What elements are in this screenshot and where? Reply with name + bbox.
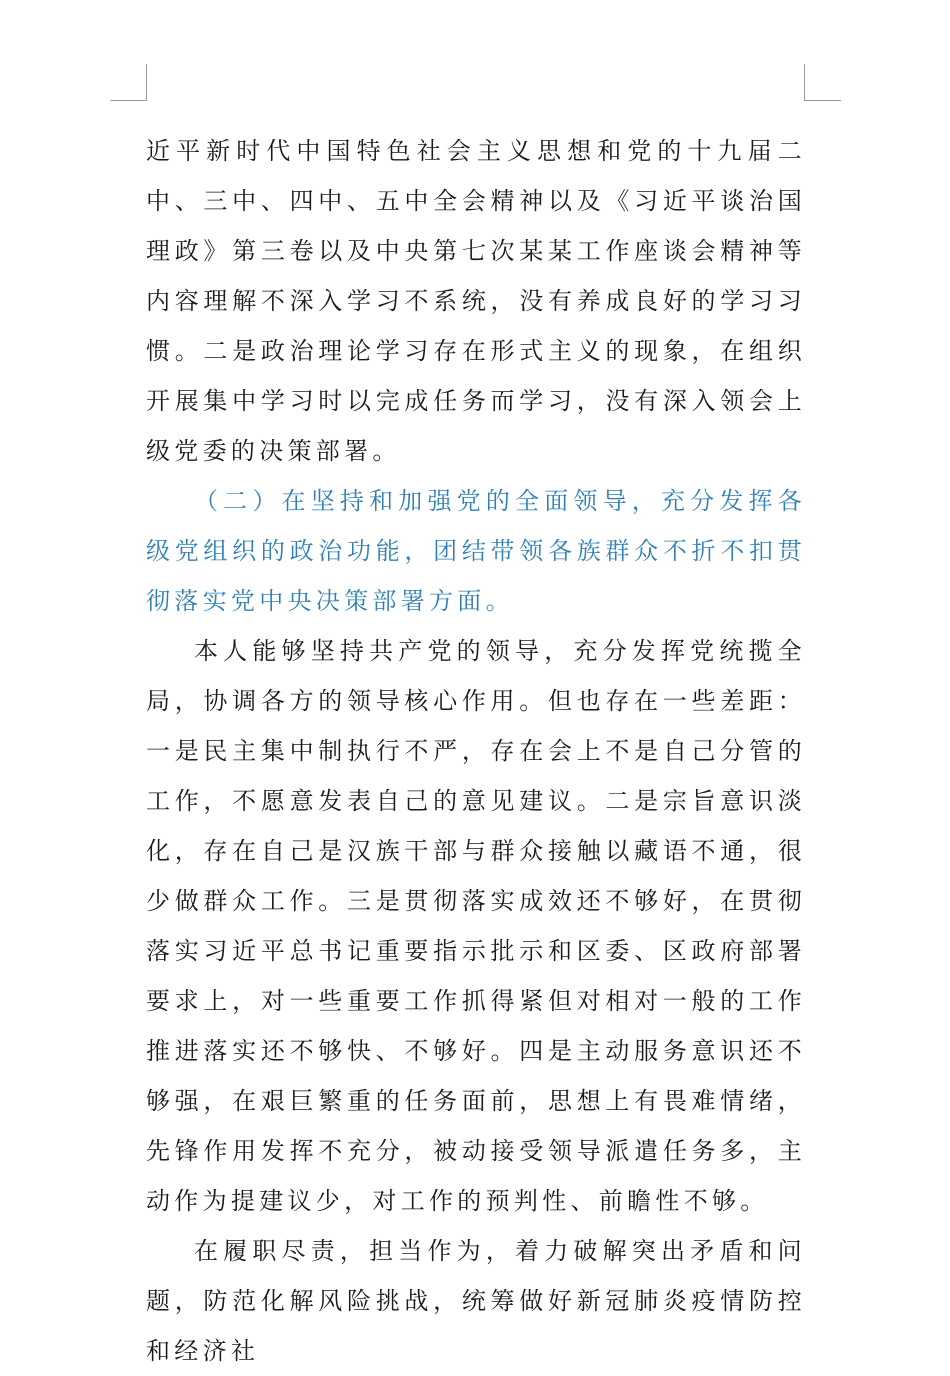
crop-mark-top-right xyxy=(804,64,841,101)
section-heading: （二）在坚持和加强党的全面领导，充分发挥各级党组织的政治功能，团结带领各族群众不折不扣贯彻落实党中央决策部署方面。 xyxy=(146,487,806,615)
document-body xyxy=(146,126,806,1376)
paragraph-body: 本人能够坚持共产党的领导，充分发挥党统揽全局，协调各方的领导核心作用。但也存在一些差距：一是民主集中制执行不严，存在会上不是自己分管的工作，不愿意发表自己的意见建议。二是宗旨意识淡化，存在自己是汉族干部与群众接触以藏语不通，很少做群众工作。三是贯彻落实成效还不够好，在贯彻落实习近平总书记重要指示批示和区委、区政府部署要求上，对一些重要工作抓得紧但对相对一般的工作推进落实还不够快、不够好。四是主动服务意识还不够强，在艰巨繁重的任务面前，思想上有畏难情绪，先锋作用发挥不充分，被动接受领导派遣任务多，主动作为提建议少，对工作的预判性、前瞻性不够。 xyxy=(146,637,806,1215)
paragraph-continuation: 近平新时代中国特色社会主义思想和党的十九届二中、三中、四中、五中全会精神以及《习近平谈治国理政》第三卷以及中央第七次某某工作座谈会精神等内容理解不深入学习不系统，没有养成良好的学习习惯。二是政治理论学习存在形式主义的现象，在组织开展集中学习时以完成任务而学习，没有深入领会上级党委的决策部署。 xyxy=(146,137,806,465)
crop-mark-top-left xyxy=(110,64,147,101)
paragraph-body: 在履职尽责，担当作为，着力破解突出矛盾和问题，防范化解风险挑战，统筹做好新冠肺炎疫情防控和经济社 xyxy=(146,1237,806,1365)
